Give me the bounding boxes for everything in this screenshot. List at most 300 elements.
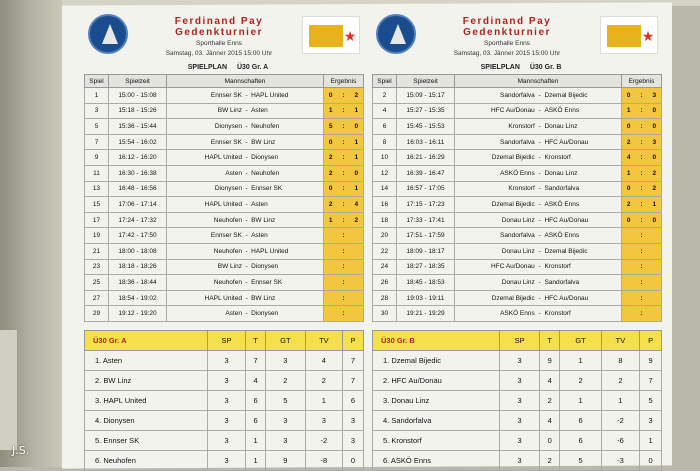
match-time: 17:33 - 17:41 xyxy=(397,212,455,228)
match-number: 23 xyxy=(85,259,109,275)
result-score xyxy=(324,263,363,270)
match-teams xyxy=(167,88,324,104)
col-ergebnis: Ergebnis xyxy=(622,75,662,88)
team-separator: - xyxy=(245,200,248,208)
match-time: 18:09 - 18:17 xyxy=(397,243,455,259)
teams-pair xyxy=(169,310,321,317)
team-separator: - xyxy=(245,169,248,177)
match-result xyxy=(324,243,364,259)
match-teams xyxy=(455,134,622,150)
sponsor-logo-icon xyxy=(302,16,360,54)
match-row xyxy=(85,165,364,181)
match-time: 18:00 - 18:08 xyxy=(109,243,167,259)
standings-team: 6. Neuhofen xyxy=(85,450,208,470)
result-score xyxy=(324,170,363,177)
standings-row xyxy=(373,450,662,470)
match-row xyxy=(373,212,662,228)
score-separator: : xyxy=(640,310,643,318)
match-number: 5 xyxy=(85,119,109,135)
away-team: Dionysen xyxy=(251,263,279,271)
team-separator: - xyxy=(245,107,248,115)
match-row xyxy=(373,134,662,150)
standings-row xyxy=(373,350,662,370)
result-score xyxy=(622,310,661,317)
home-team: Dionysen xyxy=(214,185,242,193)
match-number: 6 xyxy=(373,119,397,135)
match-result xyxy=(324,150,364,166)
result-score xyxy=(622,279,661,286)
standings-gt: 6 xyxy=(560,410,601,430)
standings-team: 2. HFC Au/Donau xyxy=(373,370,500,390)
teams-pair xyxy=(457,279,619,286)
match-time: 16:03 - 16:11 xyxy=(397,134,455,150)
home-team: Asten xyxy=(225,310,242,318)
score-separator: : xyxy=(640,138,643,146)
result-score xyxy=(324,201,363,208)
match-result xyxy=(622,103,662,119)
away-team: Dionysen xyxy=(251,154,279,162)
home-score: 0 xyxy=(328,185,333,193)
venue: Sporthalle Enns xyxy=(484,40,530,47)
away-team: Asten xyxy=(251,200,268,208)
score-separator: : xyxy=(640,122,643,130)
away-team: Kronstorf xyxy=(544,310,571,318)
home-team: Kronstorf xyxy=(508,122,535,130)
match-teams xyxy=(167,259,324,275)
score-separator: : xyxy=(640,247,643,255)
score-separator: : xyxy=(640,107,643,115)
away-team: ASKÖ Enns xyxy=(544,232,580,240)
standings-tv: -2 xyxy=(601,410,639,430)
group-label: Ü30 Gr. B xyxy=(529,64,562,71)
score-separator: : xyxy=(640,278,643,286)
away-team: HFC Au/Donau xyxy=(544,294,589,302)
home-score: 1 xyxy=(626,169,631,177)
teams-pair xyxy=(169,123,321,130)
match-time: 15:27 - 15:35 xyxy=(397,103,455,119)
match-row xyxy=(85,103,364,119)
teams-pair xyxy=(457,217,619,224)
standings-row xyxy=(85,410,364,430)
score-separator: : xyxy=(640,91,643,99)
match-teams xyxy=(455,103,622,119)
team-separator: - xyxy=(538,247,541,255)
match-time: 18:18 - 18:26 xyxy=(109,259,167,275)
away-team: Dionysen xyxy=(251,310,279,318)
standings-row xyxy=(85,430,364,450)
event-date: Samstag, 03. Jänner 2015 15:00 Uhr xyxy=(453,50,561,57)
score-separator: : xyxy=(342,107,345,115)
home-team: Donau Linz xyxy=(501,216,535,224)
match-number: 20 xyxy=(373,228,397,244)
standings-row xyxy=(85,450,364,470)
teams-pair xyxy=(457,154,619,161)
away-score: 3 xyxy=(652,91,657,99)
match-time: 15:54 - 16:02 xyxy=(109,134,167,150)
standings-team: 4. Dionysen xyxy=(85,410,208,430)
sponsor-block-icon xyxy=(309,25,343,47)
home-score: 2 xyxy=(328,200,333,208)
away-score: 0 xyxy=(652,154,657,162)
match-result xyxy=(324,212,364,228)
match-number: 13 xyxy=(85,181,109,197)
home-score: 0 xyxy=(626,91,631,99)
home-team: HFC Au/Donau xyxy=(491,263,535,271)
home-score: 4 xyxy=(626,154,631,162)
standings-gt: 2 xyxy=(265,370,305,390)
teams-pair xyxy=(457,310,619,317)
score-separator: : xyxy=(342,169,345,177)
match-number: 7 xyxy=(85,134,109,150)
match-row xyxy=(373,88,662,104)
away-score: 1 xyxy=(354,138,359,146)
home-team: HAPL United xyxy=(204,294,242,302)
team-separator: - xyxy=(538,200,541,208)
teams-pair xyxy=(169,248,321,255)
away-team: Neuhofen xyxy=(251,169,280,177)
match-number: 12 xyxy=(373,165,397,181)
home-score: 1 xyxy=(328,107,333,115)
sponsor-star-icon: ★ xyxy=(641,28,655,44)
match-teams xyxy=(455,197,622,213)
standings-gt: 1 xyxy=(560,350,601,370)
match-teams xyxy=(455,228,622,244)
photographer-signature: J.S. xyxy=(12,444,30,457)
standings-t: 9 xyxy=(540,350,560,370)
teams-pair xyxy=(457,185,619,192)
teams-pair xyxy=(457,139,619,146)
result-score xyxy=(622,185,661,192)
match-time: 19:03 - 19:11 xyxy=(397,290,455,306)
col-gt: GT xyxy=(560,330,601,350)
match-teams xyxy=(455,150,622,166)
teams-pair xyxy=(457,107,619,114)
match-row xyxy=(85,134,364,150)
standings-gt: 3 xyxy=(265,350,305,370)
away-team: Asten xyxy=(251,107,268,115)
match-number: 11 xyxy=(85,165,109,181)
col-p: P xyxy=(342,330,363,350)
away-team: HAPL United xyxy=(251,247,289,255)
col-gt: GT xyxy=(265,330,305,350)
home-score: 2 xyxy=(626,200,631,208)
home-team: HAPL United xyxy=(204,200,242,208)
teams-pair xyxy=(457,295,619,302)
standings-sp: 3 xyxy=(207,430,246,450)
score-separator: : xyxy=(640,294,643,302)
match-result xyxy=(622,165,662,181)
teams-pair xyxy=(169,295,321,302)
standings-row xyxy=(373,410,662,430)
match-teams xyxy=(455,119,622,135)
score-separator: : xyxy=(342,278,345,286)
schedule-table xyxy=(84,74,364,322)
match-row xyxy=(373,181,662,197)
match-result xyxy=(324,134,364,150)
score-separator: : xyxy=(342,200,345,208)
standings-team: 3. HAPL United xyxy=(85,390,208,410)
standings-p: 7 xyxy=(342,370,363,390)
match-row xyxy=(373,306,662,322)
teams-pair xyxy=(169,185,321,192)
match-teams xyxy=(167,197,324,213)
home-score: 0 xyxy=(328,138,333,146)
away-team: Ennser SK xyxy=(251,185,283,193)
score-separator: : xyxy=(640,263,643,271)
away-score: 3 xyxy=(652,138,657,146)
match-result xyxy=(622,88,662,104)
score-separator: : xyxy=(342,310,345,318)
away-team: BW Linz xyxy=(251,216,276,224)
match-teams xyxy=(455,212,622,228)
match-row xyxy=(85,212,364,228)
match-row xyxy=(373,150,662,166)
standings-p: 0 xyxy=(640,450,662,470)
standings-gt: 5 xyxy=(560,450,601,470)
match-teams xyxy=(167,165,324,181)
home-team: Ennser SK xyxy=(210,138,242,146)
match-time: 18:54 - 19:02 xyxy=(109,290,167,306)
standings-sp: 3 xyxy=(207,390,246,410)
result-score xyxy=(622,107,661,114)
team-separator: - xyxy=(245,185,248,193)
away-team: HFC Au/Donau xyxy=(544,216,589,224)
teams-pair xyxy=(169,217,321,224)
match-number: 15 xyxy=(85,197,109,213)
match-teams xyxy=(455,306,622,322)
team-separator: - xyxy=(245,216,248,224)
standings-table xyxy=(372,330,662,471)
score-separator: : xyxy=(342,216,345,224)
away-team: ASKÖ Enns xyxy=(544,200,580,208)
result-score xyxy=(324,185,363,192)
away-team: BW Linz xyxy=(251,294,276,302)
standings-gt: 6 xyxy=(560,430,601,450)
match-row xyxy=(85,228,364,244)
away-score: 2 xyxy=(354,216,359,224)
result-score xyxy=(622,170,661,177)
standings-header-row xyxy=(85,330,364,350)
match-teams xyxy=(455,165,622,181)
teams-pair xyxy=(457,123,619,130)
match-time: 16:30 - 16:38 xyxy=(109,165,167,181)
standings-t: 2 xyxy=(540,450,560,470)
away-team: Kronstorf xyxy=(544,263,571,271)
result-score xyxy=(324,107,363,114)
home-team: Sandorfalva xyxy=(500,138,535,146)
score-separator: : xyxy=(342,263,345,271)
match-row xyxy=(373,165,662,181)
standings-p: 6 xyxy=(342,390,363,410)
match-row xyxy=(373,275,662,291)
match-row xyxy=(85,150,364,166)
col-sp: SP xyxy=(500,330,540,350)
title-line2: Gedenkturnier xyxy=(463,27,551,38)
match-teams xyxy=(167,150,324,166)
result-score xyxy=(622,295,661,302)
standings-row xyxy=(373,390,662,410)
teams-pair xyxy=(457,170,619,177)
col-spielzeit: Spielzeit xyxy=(397,75,455,88)
match-number: 18 xyxy=(373,212,397,228)
team-separator: - xyxy=(538,310,541,318)
team-separator: - xyxy=(538,91,541,99)
sheet-group-b xyxy=(372,10,662,471)
match-row xyxy=(373,259,662,275)
standings-t: 1 xyxy=(246,430,266,450)
match-number: 21 xyxy=(85,243,109,259)
match-time: 15:18 - 15:26 xyxy=(109,103,167,119)
match-result xyxy=(622,119,662,135)
plan-label: SPIELPLAN xyxy=(480,64,520,71)
standings-tv: 2 xyxy=(305,370,342,390)
match-result xyxy=(324,228,364,244)
match-result xyxy=(324,165,364,181)
sheet-header xyxy=(372,10,662,74)
match-result xyxy=(622,243,662,259)
match-teams xyxy=(167,181,324,197)
match-result xyxy=(622,197,662,213)
result-score xyxy=(622,201,661,208)
score-separator: : xyxy=(640,185,643,193)
away-score: 0 xyxy=(652,122,657,130)
standings-team: 3. Donau Linz xyxy=(373,390,500,410)
standings-row xyxy=(85,370,364,390)
home-score: 0 xyxy=(626,122,631,130)
match-result xyxy=(324,119,364,135)
result-score xyxy=(622,154,661,161)
result-score xyxy=(324,139,363,146)
match-row xyxy=(85,88,364,104)
standings-team: 1. Asten xyxy=(85,350,208,370)
away-score: 0 xyxy=(652,216,657,224)
away-team: Dzemal Bijedic xyxy=(544,247,588,255)
home-team: Sandorfalva xyxy=(500,91,535,99)
standings-tv: 2 xyxy=(601,370,639,390)
standings-p: 3 xyxy=(342,410,363,430)
teams-pair xyxy=(457,263,619,270)
result-score xyxy=(622,248,661,255)
away-score: 1 xyxy=(652,200,657,208)
col-tv: TV xyxy=(305,330,342,350)
match-time: 15:09 - 15:17 xyxy=(397,88,455,104)
standings-group: Ü30 Gr. B xyxy=(373,330,500,350)
teams-pair xyxy=(169,170,321,177)
match-teams xyxy=(455,259,622,275)
schedule-header-row xyxy=(85,75,364,88)
away-team: Sandorfalva xyxy=(544,278,580,286)
standings-tv: 1 xyxy=(601,390,639,410)
col-tv: TV xyxy=(601,330,639,350)
away-team: Donau Linz xyxy=(544,169,578,177)
sheet-header xyxy=(84,10,364,74)
col-ergebnis: Ergebnis xyxy=(324,75,364,88)
match-teams xyxy=(455,275,622,291)
standings-t: 6 xyxy=(246,390,266,410)
match-number: 29 xyxy=(85,306,109,322)
team-separator: - xyxy=(245,154,248,162)
match-result xyxy=(324,275,364,291)
away-team: Ennser SK xyxy=(251,278,283,286)
score-separator: : xyxy=(640,154,643,162)
title-line2: Gedenkturnier xyxy=(175,27,263,38)
away-score: 2 xyxy=(652,185,657,193)
plan-label: SPIELPLAN xyxy=(187,64,228,71)
standings-t: 4 xyxy=(540,370,560,390)
score-separator: : xyxy=(342,122,345,130)
match-result xyxy=(622,228,662,244)
match-number: 1 xyxy=(85,88,109,104)
team-separator: - xyxy=(245,263,248,271)
match-number: 25 xyxy=(85,275,109,291)
home-team: Dzemal Bijedic xyxy=(491,294,535,302)
standings-p: 1 xyxy=(640,430,662,450)
standings-t: 4 xyxy=(540,410,560,430)
match-teams xyxy=(167,103,324,119)
score-separator: : xyxy=(342,232,345,240)
match-time: 17:42 - 17:50 xyxy=(109,228,167,244)
standings-gt: 9 xyxy=(265,450,305,470)
standings-gt: 3 xyxy=(265,410,305,430)
standings-gt: 2 xyxy=(560,370,601,390)
match-time: 18:36 - 18:44 xyxy=(109,275,167,291)
standings-tv: -2 xyxy=(305,430,342,450)
standings-t: 6 xyxy=(246,410,266,430)
match-number: 19 xyxy=(85,228,109,244)
home-score: 2 xyxy=(328,154,333,162)
away-team: HAPL United xyxy=(251,91,289,99)
tournament-title xyxy=(432,16,582,38)
match-number: 3 xyxy=(85,103,109,119)
match-number: 16 xyxy=(373,197,397,213)
home-score: 2 xyxy=(328,169,333,177)
match-result xyxy=(324,103,364,119)
match-teams xyxy=(455,243,622,259)
standings-gt: 3 xyxy=(265,430,305,450)
standings-gt: 1 xyxy=(560,390,601,410)
standings-row xyxy=(373,430,662,450)
match-row xyxy=(85,275,364,291)
team-separator: - xyxy=(538,169,541,177)
match-number: 8 xyxy=(373,134,397,150)
match-time: 15:00 - 15:08 xyxy=(109,88,167,104)
schedule-table xyxy=(372,74,662,322)
team-separator: - xyxy=(538,138,541,146)
col-mannschaften: Mannschaften xyxy=(455,75,622,88)
home-team: Ennser SK xyxy=(210,232,242,240)
match-time: 16:12 - 16:20 xyxy=(109,150,167,166)
standings-t: 1 xyxy=(246,450,266,470)
result-score xyxy=(622,217,661,224)
teams-pair xyxy=(457,201,619,208)
match-row xyxy=(373,103,662,119)
standings-p: 7 xyxy=(640,370,662,390)
match-time: 16:57 - 17:05 xyxy=(397,181,455,197)
standings-gt: 5 xyxy=(265,390,305,410)
away-team: Donau Linz xyxy=(544,122,578,130)
result-score xyxy=(324,279,363,286)
away-score: 1 xyxy=(354,107,359,115)
match-result xyxy=(324,259,364,275)
home-team: HFC Au/Donau xyxy=(491,107,535,115)
match-time: 17:51 - 17:59 xyxy=(397,228,455,244)
match-teams xyxy=(167,243,324,259)
tournament-title xyxy=(144,16,294,38)
schedule-header-row xyxy=(373,75,662,88)
away-team: ASKÖ Enns xyxy=(544,107,580,115)
match-number: 17 xyxy=(85,212,109,228)
result-score xyxy=(324,92,363,99)
